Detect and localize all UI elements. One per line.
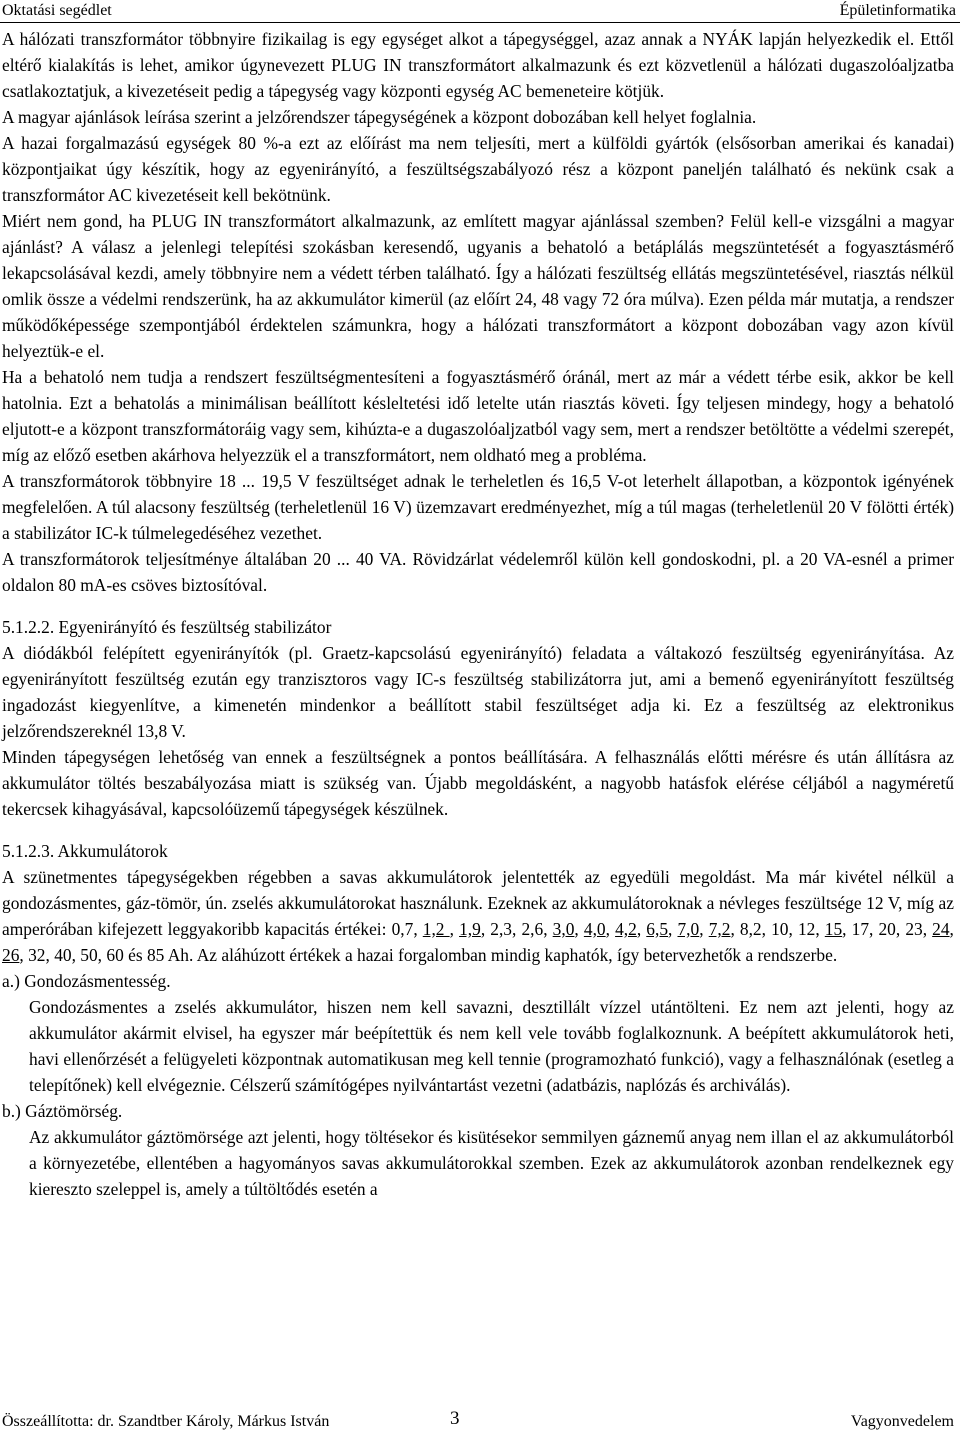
capacity-value: 2,6 — [521, 919, 544, 939]
paragraph-transformer-power: A transzformátorok teljesítménye általában 20 ... 40 VA. Rövidzárlat védelemről külön kell gondoskodni, pl. a 20 VA-esnél a primer oldalon 80 mA-es csöves biztosítóval. — [2, 549, 954, 595]
capacity-value: 12 — [797, 919, 816, 939]
capacity-value: 85 — [146, 945, 165, 965]
capacity-value: 7,2 — [708, 919, 731, 939]
page-footer — [0, 1408, 960, 1433]
paragraph-rectifier: A diódákból felépített egyenirányítók (pl. Graetz-kapcsolású egyenirányító) feladata a váltakozó feszültség egyenirányítása. Az egyenirányított feszültség ezután egy tranzisztoros vagy IC-s feszültség stabilizátorra jut, ami a bemenő egyenirányított feszültség ingadozást kiegyenlítve, a kimenetén mindenkor a beállított stabil feszültséget adja ki. Ez a feszültség az elektronikus jelzőrendszereknél 13,8 V. — [2, 643, 954, 741]
capacity-value: 50 — [80, 945, 98, 965]
paragraph-batteries — [2, 864, 954, 968]
list-label-gas-tight: b.) Gáztömörség. — [2, 1101, 123, 1121]
capacity-value: 15 — [824, 919, 843, 939]
capacity-value: 26 — [2, 945, 20, 965]
paragraph-gas-tight: Az akkumulátor gáztömörsége azt jelenti, hogy töltésekor és kisütésekor semmilyen gáznemű anyag nem illan el az akkumulátorból a környezetébe, ellentében a hagyományos savas akkumulátorokkal szemben. Ezek az akkumulátorok azonban rendelkeznek egy kiereszto szeleppel is, amely a túltöltődés esetén a — [29, 1127, 954, 1199]
capacity-value: 60 — [106, 945, 124, 965]
batteries-text-pre: A szünetmentes tápegységekben régebben a savas akkumulátorok jelentették az egyedüli megoldást. Ma már kivétel nélkül a gondozásmentes, gáz-tömör, ún. zselés akkumulátorokat használunk. Ezeknek az akkumulátoroknak a névleges feszültsége 12 V, míg az amperórában kifejezett leggyakoribb kapacitás értékei: — [2, 867, 954, 939]
section-heading-rectifier: 5.1.2.2. Egyenirányító és feszültség stabilizátor — [2, 617, 332, 637]
capacity-value: 1,2 — [422, 919, 450, 939]
paragraph-recommendation: A magyar ajánlások leírása szerint a jelzőrendszer tápegységének a központ dobozában kell helyet foglalnia. — [2, 107, 757, 127]
paragraph-maintenance-free: Gondozásmentes a zselés akkumulátor, hiszen nem kell savazni, desztillált vízzel utántölteni. Ez nem azt jelenti, hogy az akkumulátor akármit elvisel, ha egyszer már beépítettük és nem kell vele tovább foglalkoznunk. A beépített akkumulátorok heti, havi ellenőrzését a felügyeleti központnak automatikusan meg kell tennie (programozható funkció), vagy a felhasználónak (esetleg a telepítőnek) kell elvégeznie. Célszerű számítógépes nyilvántartást vezetni (adatbázis, naplózás és archiválás). — [29, 997, 954, 1095]
spacer — [2, 822, 954, 838]
header-left: Oktatási segédlet — [2, 2, 112, 19]
capacity-value: 1,9 — [459, 919, 481, 939]
footer-authors: Összeállította: dr. Szandtber Károly, Márkus István — [2, 1413, 330, 1430]
capacity-value: 40 — [54, 945, 72, 965]
capacity-value: 32 — [28, 945, 46, 965]
capacity-value: 6,5 — [646, 919, 669, 939]
page-header — [0, 0, 960, 24]
capacity-value: 17 — [851, 919, 870, 939]
document-body — [2, 26, 954, 1202]
capacity-value: 20 — [878, 919, 896, 939]
capacity-value: 4,0 — [583, 919, 606, 939]
paragraph-domestic-units: A hazai forgalmazású egységek 80 %-a ezt az előírást ma nem teljesíti, mert a külföldi gyártók (elsősorban amerikai és kanadai) központjaikat úgy készítik, hogy az egyenirányító, a feszültségszabályozó rész a központ paneljén található és nekünk csak a transzformátor AC kivezetéseit kell bekötnünk. — [2, 133, 954, 205]
batteries-text-post: Ah. Az aláhúzott értékek a hazai forgalomban mindig kaphatók, így betervezhetők a rendszerbe. — [164, 945, 838, 965]
capacity-value: 24 — [932, 919, 950, 939]
capacity-value: 10 — [771, 919, 789, 939]
page-number: 3 — [450, 1408, 460, 1429]
paragraph-why-no-problem: Miért nem gond, ha PLUG IN transzformátort alkalmazunk, az említett magyar ajánlással szemben? Felül kell-e vizsgálni a magyar ajánlást? A válasz a jelenlegi telepítési szokásban keresendő, ugyanis a behatoló a betáplálás megszüntetését a fogyasztásmérő lekapcsolásával kezdi, amely többnyire nem a védett térben található. Így a hálózati feszültség ellátás megszüntetésével, riasztás nélkül omlik össze a védelmi rendszerünk, ha az akkumulátor kimerül (az előírt 24, 48 vagy 72 óra múlva). Ezen példa már mutatja, a rendszer működőképessége szempontjából érdektelen számunkra, hogy a hálózati transzformátort a központ dobozában vagy azon kívül helyeztük-e el. — [2, 211, 954, 361]
spacer — [2, 598, 954, 614]
paragraph-adjustment: Minden tápegységen lehetőség van ennek a feszültségnek a pontos beállítására. A felhasználás előtti mérésre és után állításra az akkumulátor töltés beszabályozása miatt is szükség van. Újabb megoldásként, a nagyobb hatásfok elérése céljából a nagyméretű tekercsek kihagyásával, kapcsolóüzemű tápegységek készülnek. — [2, 747, 954, 819]
capacity-value: 4,2 — [615, 919, 637, 939]
capacity-value: 0,7 — [391, 919, 414, 939]
paragraph-plug-in: A hálózati transzformátor többnyire fizikailag is egy egységet alkot a tápegységgel, azaz annak a NYÁK lapján helyezkedik el. Ettől eltérő kialakítás is lehet, amikor úgynevezett PLUG IN transzformátort alkalmazunk és ezt közvetlenül a hálózati dugaszolóaljzatba csatlakoztatjuk, a kivezetéseit pedig a tápegység vagy központi egység AC bemeneteire kötjük. — [2, 29, 954, 101]
header-right: Épületinformatika — [839, 2, 956, 19]
header-rule — [0, 22, 960, 23]
list-label-maintenance-free: a.) Gondozásmentesség. — [2, 971, 171, 991]
capacity-value: 7,0 — [677, 919, 700, 939]
capacity-value: 3,0 — [552, 919, 575, 939]
paragraph-intruder: Ha a behatoló nem tudja a rendszert feszültségmentesíteni a fogyasztásmérő óránál, mert az már a védett térbe esik, akkor be kell hatolnia. Ezt a behatolás a minimálisan beállított késleltetési idő letelte után riasztás követi. Így teljesen mindegy, hogy a behatoló eljutott-e a központ transzformátoráig vagy sem, kihúzta-e a dugaszolóaljzatból vagy sem, mert a rendszer betöltötte a védelmi szerepét, míg az előző esetben akárhova helyezzük el a transzformátort, nem oldható meg a probléma. — [2, 367, 954, 465]
section-heading-batteries: 5.1.2.3. Akkumulátorok — [2, 841, 168, 861]
paragraph-transformer-voltage: A transzformátorok többnyire 18 ... 19,5 V feszültséget adnak le terheletlen és 16,5 V-ot leterhelt állapotban, a központok igényének megfelelően. A túl alacsony feszültség (terheletlenül 16 V) üzemzavart eredményezhet, míg a túl magas (terheletlenül 20 V fölötti érték) a stabilizátor IC-k túlmelegedéséhez vezethet. — [2, 471, 954, 543]
capacity-value: 23 — [905, 919, 923, 939]
footer-right: Vagyonvedelem — [850, 1413, 954, 1430]
capacity-values-list: 0,7, 1,2 , 1,9, 2,3, 2,6, 3,0, 4,0, 4,2, 6,5, 7,0, 7,2, 8,2, 10, 12, 15, 17, 20, 23, 24, 26, 32, 40, 50, 60 és 85 — [2, 919, 954, 965]
capacity-value: 8,2 — [739, 919, 762, 939]
capacity-value: 2,3 — [490, 919, 513, 939]
